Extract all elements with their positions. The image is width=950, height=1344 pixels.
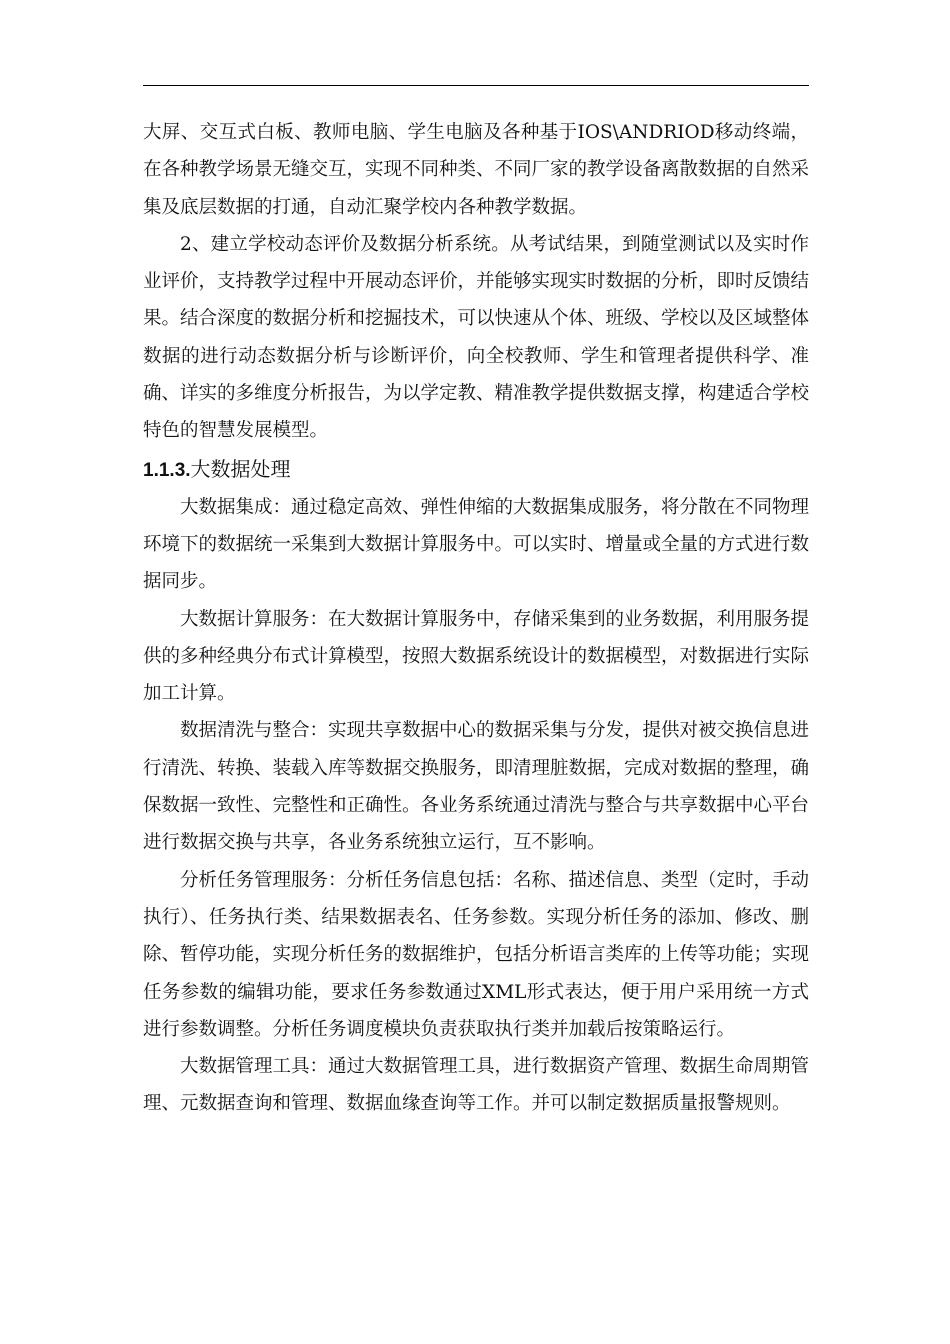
paragraph-task-management: 分析任务管理服务：分析任务信息包括：名称、描述信息、类型（定时，手动执行）、任务执行类、结果数据表名、任务参数。实现分析任务的添加、修改、删除、暂停功能，实现分析任务的数据维护，包括分析语言类库的上传等功能；实现任务参数的编辑功能，要求任务参数通过XML形式表达，便于用户采用统一方式进行参数调整。分析任务调度模块负责获取执行类并加载后按策略运行。 [143, 869, 810, 1040]
page-content [143, 114, 809, 1123]
section-number: 1.1.3. [143, 459, 191, 481]
paragraph-management-tools: 大数据管理工具：通过大数据管理工具，进行数据资产管理、数据生命周期管理、元数据查询和管理、数据血缘查询等工作。并可以制定数据质量报警规则。 [143, 1056, 810, 1115]
paragraph-integration: 大数据集成：通过稳定高效、弹性伸缩的大数据集成服务，将分散在不同物理环境下的数据统一采集到大数据计算服务中。可以实时、增量或全量的方式进行数据同步。 [143, 496, 810, 593]
section-title: 大数据处理 [190, 456, 291, 481]
paragraph-cleaning: 数据清洗与整合：实现共享数据中心的数据采集与分发，提供对被交换信息进行清洗、转换、装载入库等数据交换服务，即清理脏数据，完成对数据的整理，确保数据一致性、完整性和正确性。各业务系统通过清洗与整合与共享数据中心平台进行数据交换与共享，各业务系统独立运行，互不影响。 [143, 720, 810, 854]
paragraph-devices: 大屏、交互式白板、教师电脑、学生电脑及各种基于IOS\ANDRIOD移动终端，在各种教学场景无缝交互，实现不同种类、不同厂家的教学设备离散数据的自然采集及底层数据的打通，自动汇聚学校内各种教学数据。 [143, 122, 810, 218]
paragraph-computing: 大数据计算服务：在大数据计算服务中，存储采集到的业务数据，利用服务提供的多种经典分布式计算模型，按照大数据系统设计的数据模型，对数据进行实际加工计算。 [143, 608, 810, 705]
section-heading [143, 453, 809, 487]
header-rule [143, 85, 809, 86]
paragraph-evaluation-system: 2、建立学校动态评价及数据分析系统。从考试结果，到随堂测试以及实时作业评价，支持教学过程中开展动态评价，并能够实现实时数据的分析，即时反馈结果。结合深度的数据分析和挖掘技术，可以快速从个体、班级、学校以及区域整体数据的进行动态数据分析与诊断评价，向全校教师、学生和管理者提供科学、准确、详实的多维度分析报告，为以学定教、精准教学提供数据支撑，构建适合学校特色的智慧发展模型。 [143, 233, 810, 442]
